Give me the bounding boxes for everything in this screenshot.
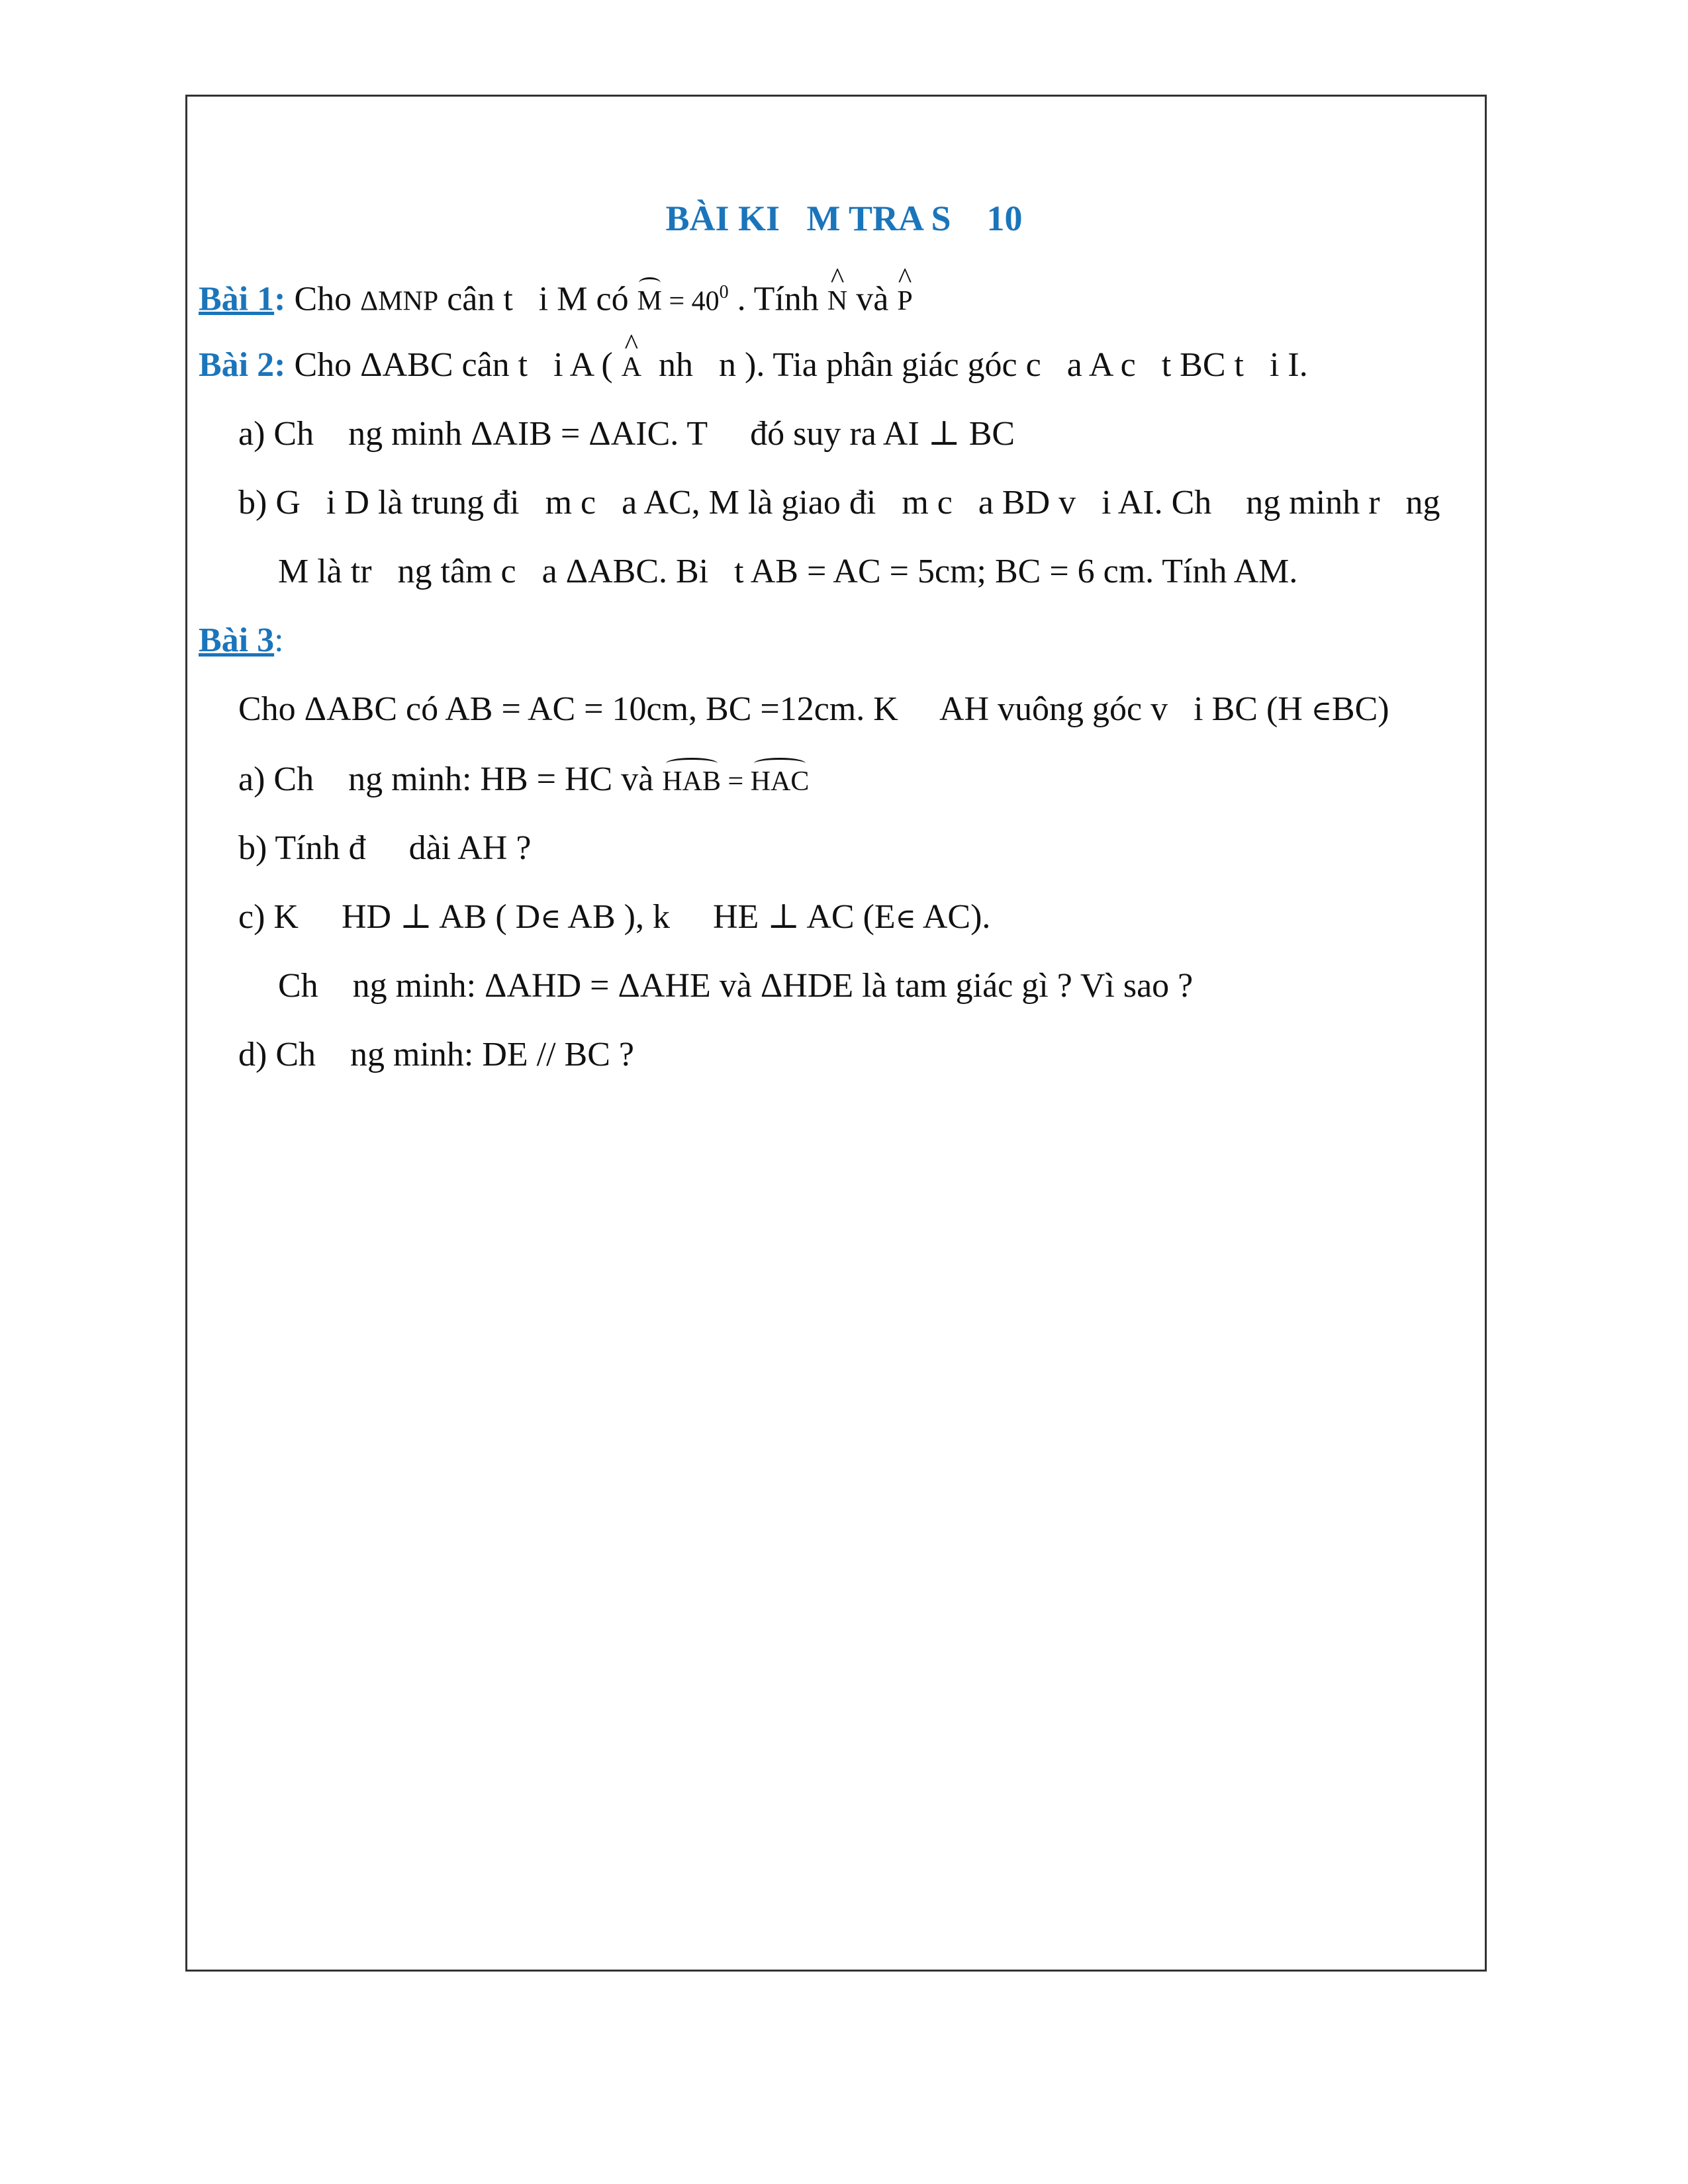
bai1-line	[199, 271, 913, 322]
bai2-text-2: nh n ). Tia phân giác góc c a A c t BC t i I.	[641, 346, 1308, 384]
bai1-triangle: ΔMNP	[360, 286, 439, 317]
bai1-text-1: Cho	[285, 280, 361, 318]
bai1-text-4: và	[847, 280, 898, 318]
bai3-intro-text-2: BC)	[1331, 690, 1389, 728]
bai2-angle-a: ^ A	[622, 346, 641, 388]
bai3-part-c-text-3: AC).	[915, 898, 991, 936]
bai3-part-b: b) Tính đ dài AH ?	[238, 829, 532, 867]
bai3-part-c	[238, 896, 990, 940]
bai3-part-c-element-of-1: ∈	[540, 904, 561, 934]
bai3-intro-element-of: ∈	[1311, 696, 1332, 727]
page-title: BÀI KI M TRA S 10	[665, 199, 1023, 238]
bai3-part-c-2: Ch ng minh: ΔAHD = ΔAHE và ΔHDE là tam giác gì ? Vì sao ?	[278, 967, 1194, 1005]
bai3-label: Bài 3	[199, 621, 275, 659]
bai3-angle-equals: =	[721, 766, 751, 797]
bai2-label: Bài 2:	[199, 346, 286, 384]
bai2-line	[199, 344, 1308, 388]
bai3-angle-hac: HAC	[751, 760, 810, 803]
bai2-text-1: Cho ΔABC cân t i A (	[285, 346, 622, 384]
bai3-intro	[238, 688, 1389, 733]
bai1-colon: :	[274, 280, 286, 318]
bai3-angle-hab: HAB	[662, 760, 721, 803]
bai3-part-d: d) Ch ng minh: DE // BC ?	[238, 1036, 634, 1073]
bai2-part-b-1: b) G i D là trung đi m c a AC, M là giao đi m c a BD v i AI. Ch ng minh r ng	[238, 484, 1440, 522]
bai1-text-2: cân t i M có	[438, 280, 637, 318]
bai1-angle-value: = 40	[661, 286, 720, 317]
bai3-line	[199, 619, 284, 662]
bai3-part-a	[238, 758, 809, 803]
bai1-text-3: . Tính	[728, 280, 827, 318]
bai3-part-c-text-2: AB ), k HE ⊥ AC (E	[561, 898, 896, 936]
bai1-angle-p: ^ P	[897, 280, 912, 322]
bai2-part-b-2: M là tr ng tâm c a ΔABC. Bi t AB = AC = 5cm; BC = 6 cm. Tính AM.	[278, 553, 1298, 590]
bai1-angle-n: ^ N	[827, 280, 847, 322]
bai1-label: Bài 1	[199, 280, 275, 318]
bai3-part-a-text: a) Ch ng minh: HB = HC và	[238, 760, 663, 798]
bai3-colon: :	[274, 621, 284, 659]
bai2-part-a: a) Ch ng minh ΔAIB = ΔAIC. T đó suy ra AI ⊥ BC	[238, 415, 1015, 453]
bai3-part-c-element-of-2: ∈	[895, 904, 916, 934]
bai3-intro-text-1: Cho ΔABC có AB = AC = 10cm, BC =12cm. K AH vuông góc v i BC (H	[238, 690, 1311, 728]
bai1-angle-m: M	[637, 280, 662, 322]
bai1-degree: 0	[719, 282, 729, 302]
bai3-part-c-text-1: c) K HD ⊥ AB ( D	[238, 898, 541, 936]
